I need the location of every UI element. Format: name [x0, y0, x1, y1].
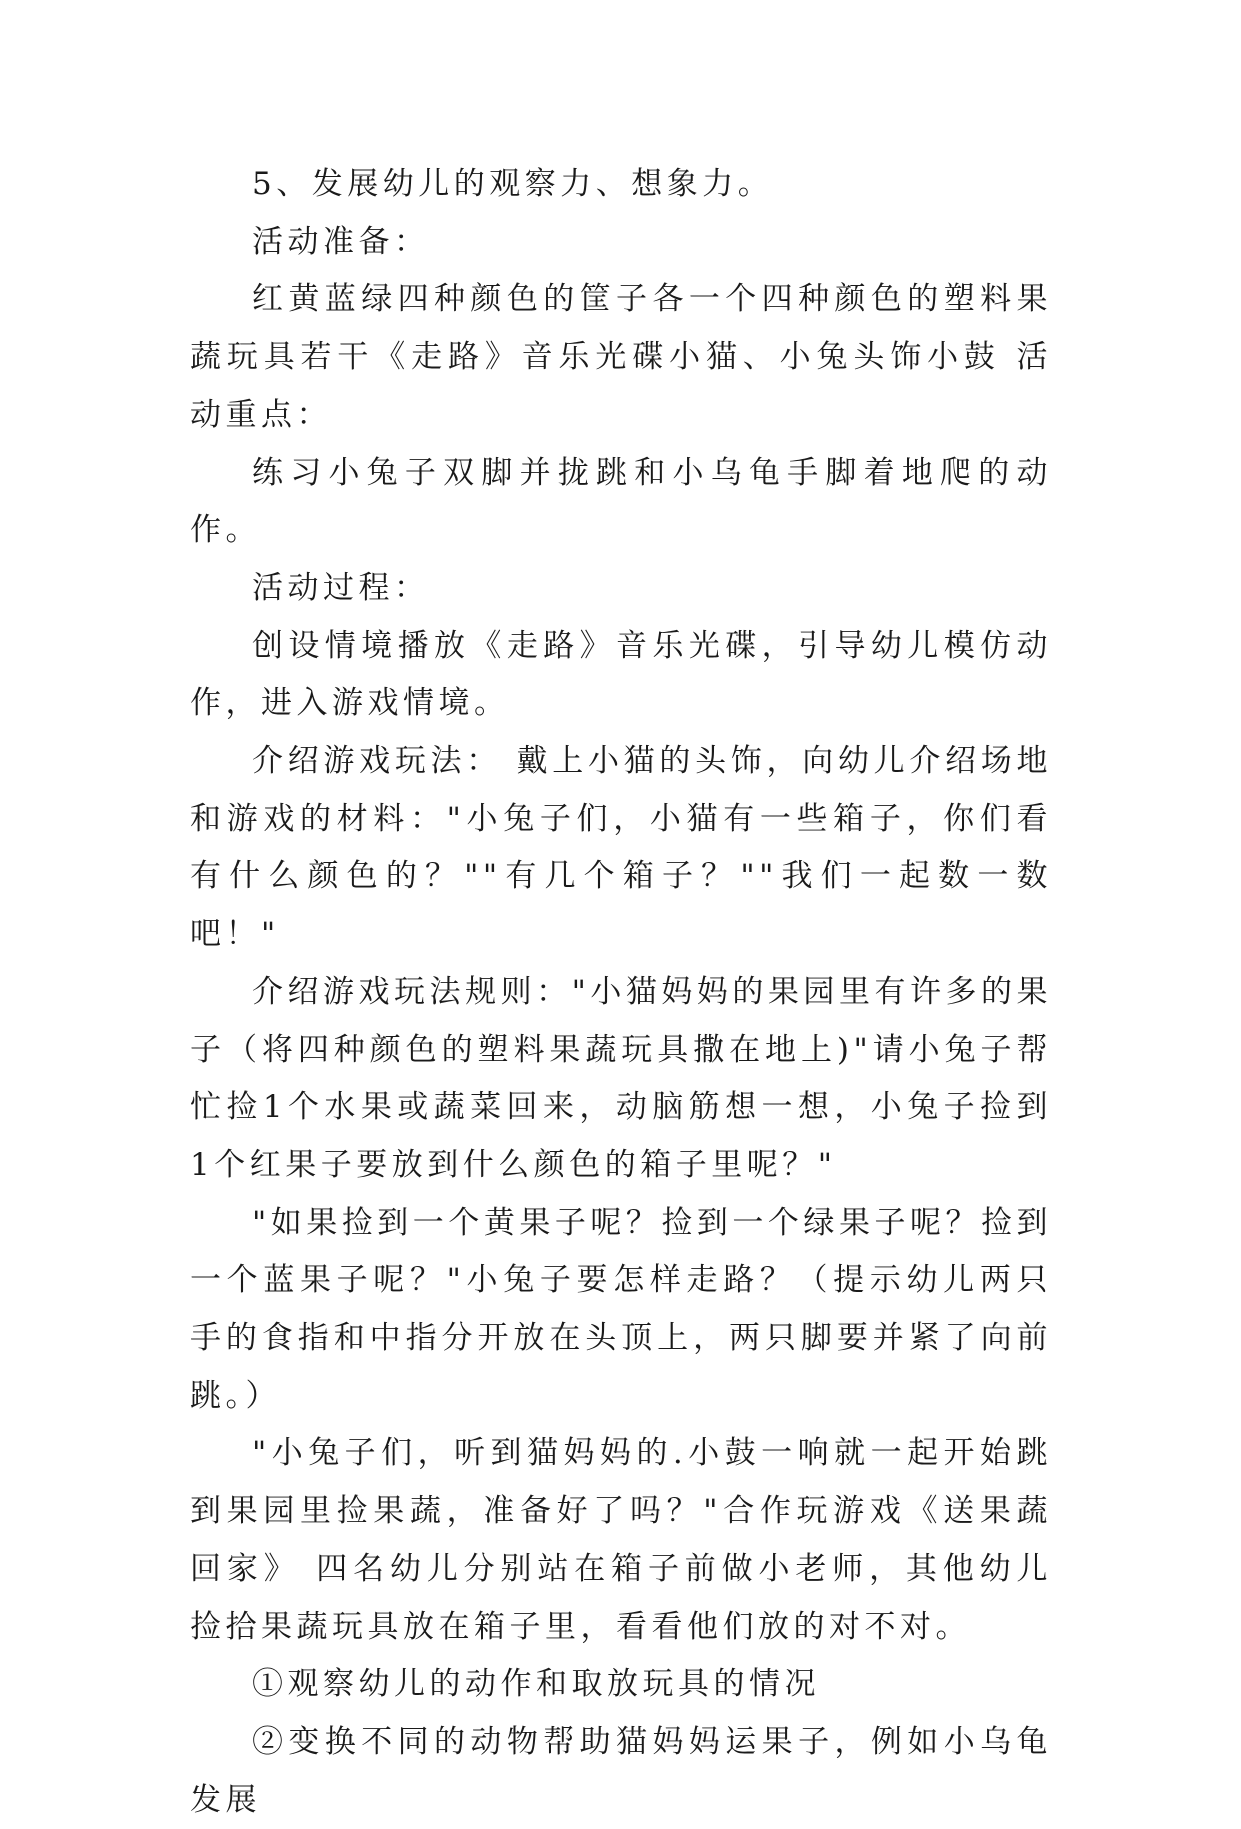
paragraph-game-rules: 介绍游戏玩法规则："小猫妈妈的果园里有许多的果子（将四种颜色的塑料果蔬玩具撒在地上)"请小兔子帮忙捡1个水果或蔬菜回来，动脑筋想一想，小兔子捡到1个红果子要放到什么颜色的箱子里呢？": [190, 973, 1052, 1183]
heading-activity-preparation: 活动准备：: [252, 223, 430, 260]
list-item-variation: ②变换不同的动物帮助猫妈妈运果子，例如小乌龟发展: [190, 1723, 1052, 1818]
paragraph-cooperative-game: "小兔子们，听到猫妈妈的.小鼓一响就一起开始跳到果园里捡果蔬，准备好了吗？"合作玩游戏《送果蔬回家》 四名幼儿分别站在箱子前做小老师，其他幼儿捡拾果蔬玩具放在箱子里，看看他们放的对不对。: [190, 1435, 1052, 1645]
paragraph-materials: 红黄蓝绿四种颜色的筐子各一个四种颜色的塑料果蔬玩具若干《走路》音乐光碟小猫、小兔头饰小鼓 活动重点：: [190, 281, 1052, 433]
paragraph-game-questions: "如果捡到一个黄果子呢？捡到一个绿果子呢？捡到一个蓝果子呢？"小兔子要怎样走路？（提示幼儿两只手的食指和中指分开放在头顶上，两只脚要并紧了向前跳。）: [190, 1204, 1052, 1414]
list-item-observation: ①观察幼儿的动作和取放玩具的情况: [252, 1666, 820, 1703]
paragraph-create-scenario: 创设情境播放《走路》音乐光碟，引导幼儿模仿动作，进入游戏情境。: [190, 627, 1052, 722]
document-body: [190, 156, 1052, 1829]
paragraph-key-points: 练习小兔子双脚并拢跳和小乌龟手脚着地爬的动作。: [190, 454, 1052, 549]
heading-activity-process: 活动过程：: [252, 569, 430, 606]
paragraph-game-introduction: 介绍游戏玩法： 戴上小猫的头饰，向幼儿介绍场地和游戏的材料："小兔子们，小猫有一些箱子，你们看有什么颜色的？""有几个箱子？""我们一起数一数吧！": [190, 743, 1052, 953]
paragraph-goal-5: 5、发展幼儿的观察力、想象力。: [252, 166, 774, 202]
